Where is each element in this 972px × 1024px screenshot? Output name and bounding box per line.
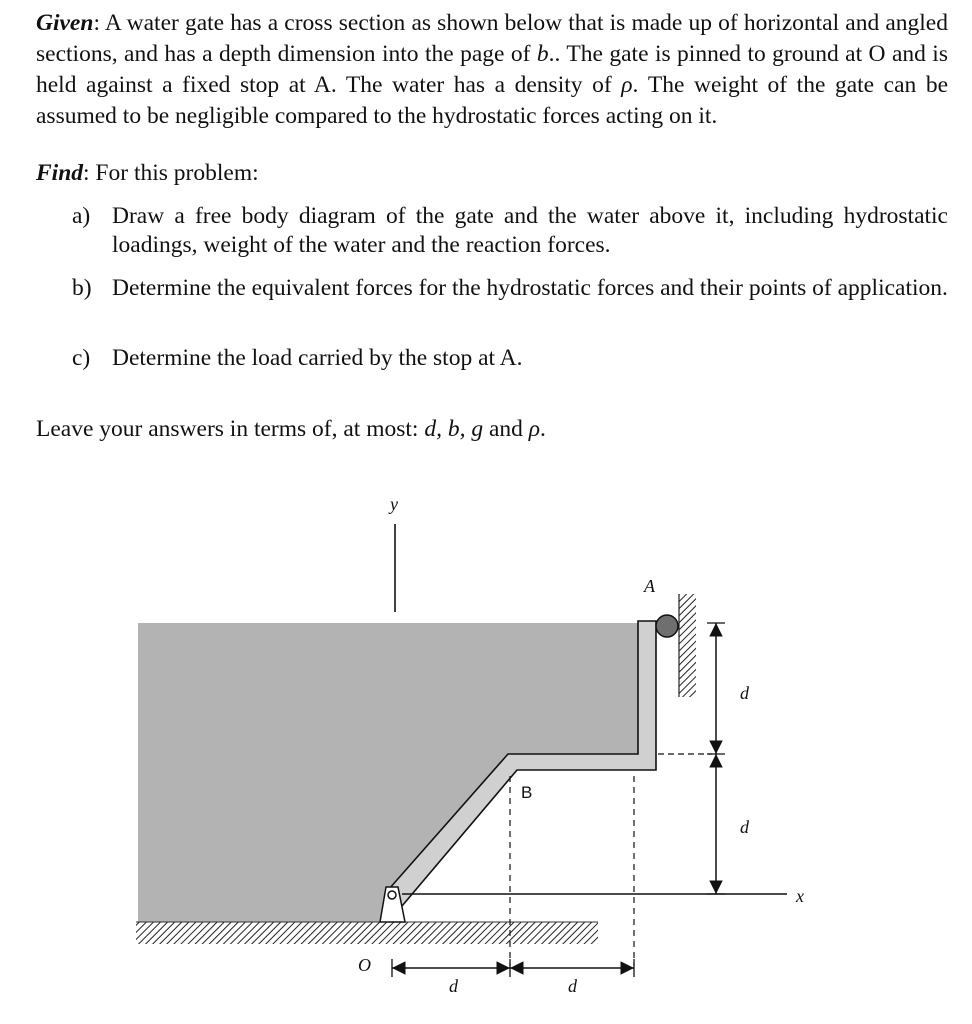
label-x: x <box>796 886 804 906</box>
find-label: Find <box>36 160 84 186</box>
label-y: y <box>390 494 398 514</box>
label-d-horizontal-1: d <box>449 976 458 996</box>
leave-text: Leave your answers in terms of, at most: <box>36 416 425 442</box>
item-b-text: Determine the equivalent forces for the hydrostatic forces and their points of application. <box>112 275 948 301</box>
water-region <box>138 623 638 922</box>
item-c-text: Determine the load carried by the stop at A. <box>112 345 523 371</box>
leave-end: . <box>540 416 546 442</box>
label-d-horizontal-2: d <box>568 976 577 996</box>
item-a-text: Draw a free body diagram of the gate and the water above it, including hydrostatic loadings, weight of the water and the reaction forces. <box>112 203 948 258</box>
stop-wall-hatch <box>679 594 696 697</box>
given-text-2: .. The gate is pinned to ground at O and is held against a fixed stop at A. The water has a density of <box>36 41 948 98</box>
given-b-variable: b <box>536 41 549 67</box>
item-b-label: b) <box>72 275 92 301</box>
given-text-1: : A water gate has a cross section as shown below that is made up of horizontal and angled sections, and has a depth dimension into the page of <box>36 10 948 67</box>
label-b: B <box>521 783 533 802</box>
given-rho-variable: ρ <box>621 72 633 98</box>
find-text: : For this problem: <box>83 160 259 186</box>
leave-and: and <box>483 416 529 442</box>
given-label: Given <box>36 10 94 36</box>
leave-rho: ρ <box>528 416 541 442</box>
label-d-vertical-1: d <box>740 683 749 703</box>
label-a: A <box>644 576 655 596</box>
label-o: O <box>358 955 371 975</box>
item-a-label: a) <box>72 203 91 229</box>
ground-hatch <box>136 922 598 944</box>
leave-variables: d, b, g <box>424 416 484 442</box>
item-c-label: c) <box>72 345 91 371</box>
given-text-3: . The weight of the gate can be assumed to be negligible compared to the hydrostatic forces acting on it. <box>36 72 949 129</box>
pin-o-icon <box>388 891 396 899</box>
label-d-vertical-2: d <box>740 817 749 837</box>
stop-a-icon <box>656 615 678 637</box>
